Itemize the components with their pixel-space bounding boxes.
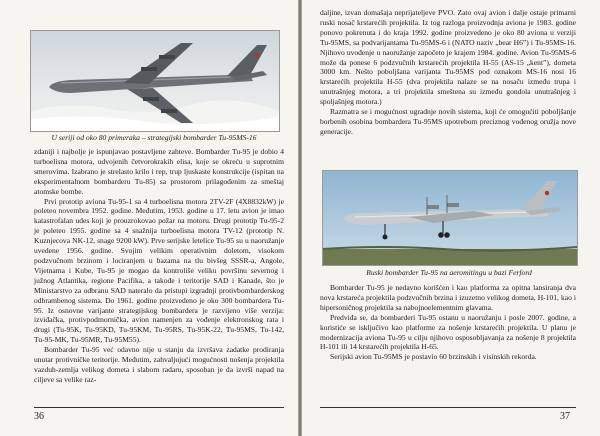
left-body-text [34,147,284,385]
footer-rule [34,407,284,408]
paragraph: Bombarder Tu-95 je nedavno korišćen i kao platforma za opitna lansiranja dva nova krstareća projektila podzvučnih brzina i izuzetno velikog dometa, H-101, kao i hipersoničnog projektila sa nabojnoelementnim glavama. [320,283,576,312]
page-number-left: 36 [34,411,44,422]
right-page [302,0,600,436]
paragraph: Prvi prototip aviona Tu-95-1 sa 4 turboelisna motora 2TV-2F (4X8832kW) je poleteo novembra 1952. godine. Međutim, 1953. godine u 17. letu avion je imao katastrofalan udes koji je prouzrokovao požar na motoru. Drugi prototip Tu-95-2 je poleteo 1955. godine sa 4 snažnija turboelisna motora TV-12 (prototip N. Kuznjecova NK-12, snage 9200 kW). Prve serijske letelice Tu-95 su u naoružanje uvedene 1956. godine. Svojim velikim operativnim doletom, visokom podzvučnom brzinom i lociranjem u bazama na tlu bivšeg SSSR-a, Angole, Vijetnama i Kube, Tu-95 je mogao da kontroliše veliku površinu severnog i južnog Atlantika, regione Pacifika, a takođe i teritorije SAD i Kanade, što je Ministarstvo za odbranu SAD nateralo da pristupi izgradnji protivbombarderskog odbrambenog sistema. Do 1961. godine proizvedeno je oko 300 bombardera Tu-95. Iz osnovne varijante strategijskog bombardera je razvijeno više verzija: izviđačka, protivpodmornička, avion namenjen za vođenje elektronskog rata i drugi (Tu-95K, Tu-95KD, Tu-95KM, Tu-95RS, Tu-95K-22, Tu-95MS, Tu-142, Tu-95-MK, Tu-95MR, Tu-95M55). [34,196,284,345]
left-photo-caption: U seriji od oko 80 primeraka – strategijski bombarder Tu-95MS-16 [51,133,257,142]
bomber-in-flight-image [31,31,279,131]
right-photo [322,170,578,266]
footer-rule [320,407,576,408]
right-body-text-top [320,8,576,137]
paragraph: Bombarder Tu-95 već odavno nije u stanju da izvršava zadatke prodiranja unutar protivničke teritorije. Međutim, zahvaljujući mogućnosti nošenja projektila vazduh-zemlja velikog dometa i slabom radaru, sposoban je da izvrši napad na ciljeve sa velike raz- [34,345,284,384]
right-body-text-bottom [320,283,576,362]
left-page [0,0,298,436]
paragraph: daljine, izvan domašaja neprijateljeve PVO. Zato ovaj avion i dalje ostaje primarni ruski nosač krstarećih projektila. Iz tog razloga proizvodnja aviona je 1983. godine ponovo pokrenuta i do kraja 1992. godine proizvedeno je oko 80 aviona u verziji Tu-95MS, sa podvarijantama Tu-95MS-6 i (NATO naziv „bear H6”) i Tu-95MS-16. Njihovo uvođenje u naoružanje započeto je krajem 1984. godine. Avion Tu-95MS-6 može da ponese 6 podzvučnih krstarećih projektila H-55 (AS-15 „kent”), dometa 3000 km. Nešto poboljšana varijanta Tu-95MS pod oznakom MS-16 nosi 16 krstarećih projektila H-55 (dva projektila nalaze se na nosaču između trupa i unutrašnjeg motora, a tri projektila smeštena su između gondola unutrašnjeg i spoljašnjeg motora.) [320,8,576,107]
paragraph: Razmatra se i mogućnost ugradnje novih sistema, koji će omogućiti poboljšanje borbenih osobina bombardera Tu-95MS upotrebom preciznog vođenog oružja nove generacije. [320,107,576,136]
right-photo-caption: Ruski bombarder Tu-95 na aeromitingu u bazi Ferford [366,268,532,277]
paragraph: zdaniji i najbolje je ispunjavao postavljene zahteve. Bombarder Tu-95 je dobio 4 turboelisna motora, udvojenih četvorokrakih elisa, koje se okreću u suprotnim smerovima. Izabrano je strelasto krilo i rep, trup ljuskaste konstrukcije (ispitan na eksperimentalnom bombarderu Tu-85) sa prostorom prilagođenim za smeštaj atomske bombe. [34,147,284,196]
bomber-landing-image [323,171,577,265]
page-number-right: 37 [560,411,570,422]
paragraph: Predviđa se, da bombarderi Tu-95 ostanu u naoružanju i posle 2007. godine, a koristiće se isključivo kao platforme za nošenje krstarećih projektila. U planu je modernizacija aviona Tu-95 u cilju njihovo osposobljavanja za nošenje 8 projektila H-101 ili 14 krstarećih projektila H-65. [320,312,576,352]
left-photo [30,30,280,132]
paragraph: Serijski avion Tu-95MS je postavio 60 brzinskih i visinskih rekorda. [330,352,537,362]
